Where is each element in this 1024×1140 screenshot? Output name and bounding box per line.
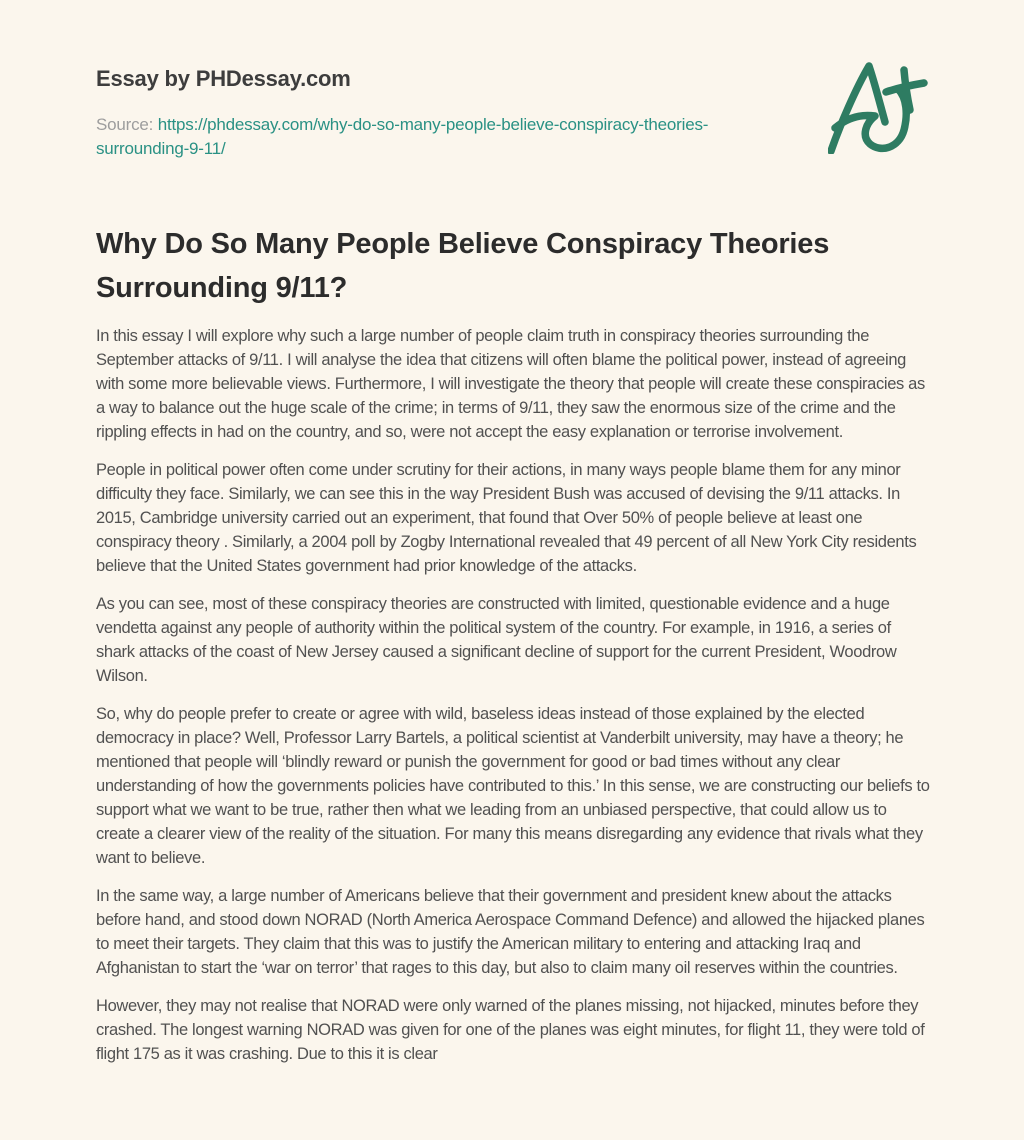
essay-paragraph-3: As you can see, most of these conspiracy theories are constructed with limited, questionable evidence and a huge vendetta against any people of authority within the political system of the country. For example, in 1916, a series of shark attacks of the coast of New Jersey caused a significant decline of support for the current President, Woodrow Wilson. — [96, 595, 897, 685]
page-header — [96, 56, 930, 160]
source-url-link[interactable]: https://phdessay.com/why-do-so-many-people-believe-conspiracy-theories-surrounding-9-11/ — [96, 115, 709, 158]
essay-byline: Essay by PHDessay.com — [96, 66, 351, 91]
a-plus-logo-icon — [828, 62, 930, 154]
source-line — [96, 113, 736, 160]
source-label: Source: — [96, 115, 158, 134]
essay-paragraph-6: However, they may not realise that NORAD were only warned of the planes missing, not hijacked, minutes before they crashed. The longest warning NORAD was given for one of the planes was eight minutes, for flight 11, they were told of flight 175 as it was crashing. Due to this it is clear — [96, 997, 925, 1063]
essay-title: Why Do So Many People Believe Conspiracy Theories Surrounding 9/11? — [96, 228, 830, 304]
essay-paragraph-1: In this essay I will explore why such a large number of people claim truth in conspiracy theories surrounding the September attacks of 9/11. I will analyse the idea that citizens will often blame the political power, instead of agreeing with some more believable views. Furthermore, I will investigate the theory that people will create these conspiracies as a way to balance out the huge scale of the crime; in terms of 9/11, they saw the enormous size of the crime and the rippling effects in had on the country, and so, were not accept the easy explanation or terrorise involvement. — [96, 327, 925, 441]
essay-paragraph-5: In the same way, a large number of Americans believe that their government and president knew about the attacks before hand, and stood down NORAD (North America Aerospace Command Defence) and allowed the hijacked planes to meet their targets. They claim that this was to justify the American military to entering and attacking Iraq and Afghanistan to start the ‘war on terror’ that rages to this day, but also to claim many oil reserves within the countries. — [96, 887, 925, 977]
header-text-block — [96, 56, 736, 160]
essay-paragraph-2: People in political power often come under scrutiny for their actions, in many ways people blame them for any minor difficulty they face. Similarly, we can see this in the way President Bush was accused of devising the 9/11 attacks. In 2015, Cambridge university carried out an experiment, that found that Over 50% of people believe at least one conspiracy theory . Similarly, a 2004 poll by Zogby International revealed that 49 percent of all New York City residents believe that the United States government had prior knowledge of the attacks. — [96, 461, 917, 575]
essay-paragraph-4: So, why do people prefer to create or agree with wild, baseless ideas instead of those explained by the elected democracy in place? Well, Professor Larry Bartels, a political scientist at Vanderbilt university, may have a theory; he mentioned that people will ‘blindly reward or punish the government for good or bad times without any clear understanding of how the governments policies have contributed to this.’ In this sense, we are constructing our beliefs to support what we want to be true, rather then what we leading from an unbiased perspective, that could allow us to create a clearer view of the reality of the situation. For many this means disregarding any evidence that rivals what they want to believe. — [96, 705, 930, 867]
